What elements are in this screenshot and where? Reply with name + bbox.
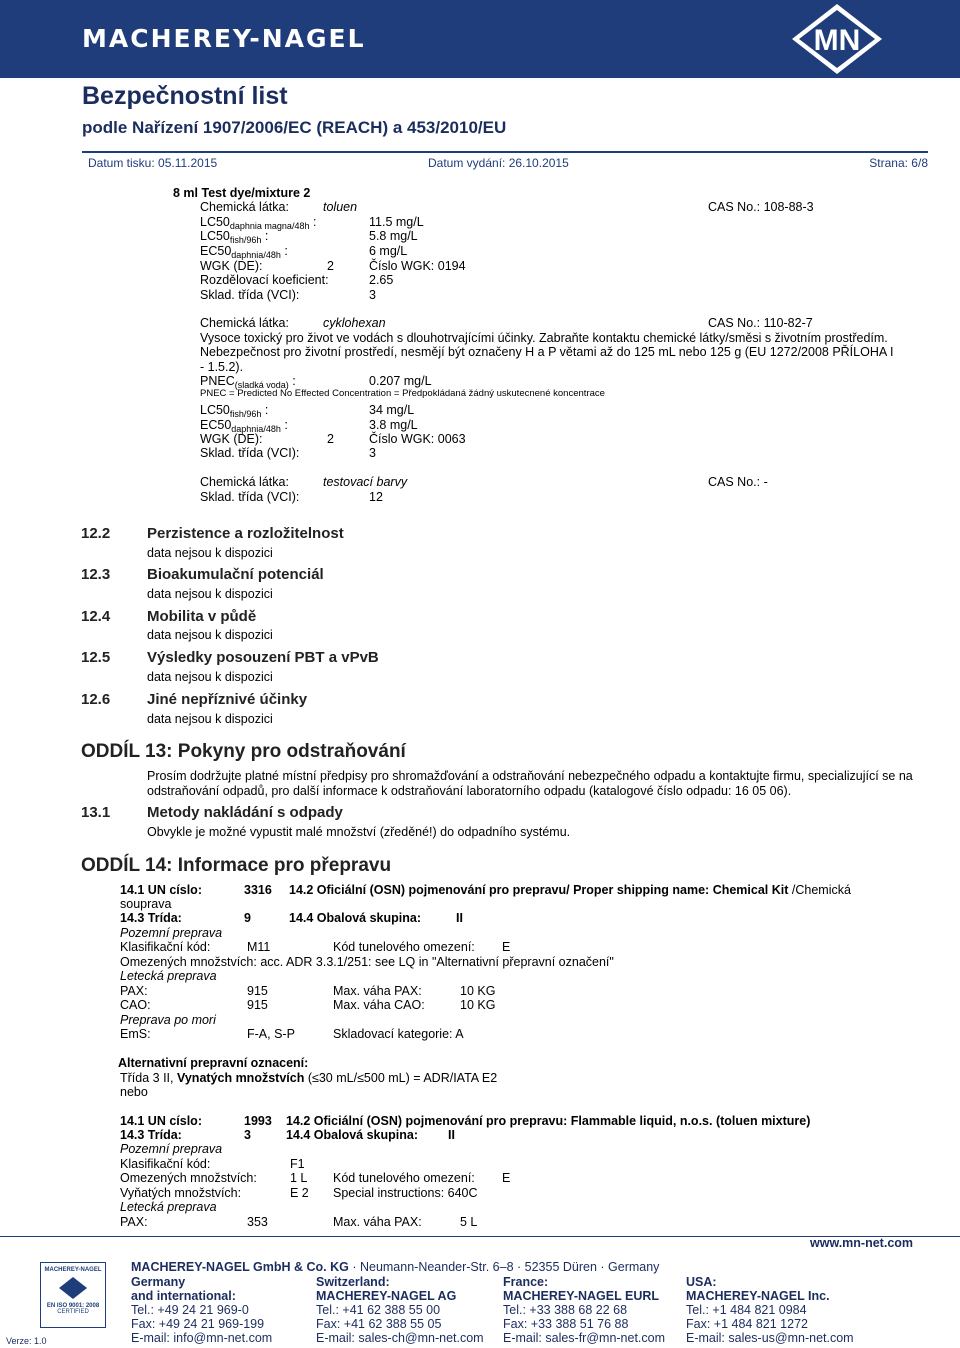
b2-cas: CAS No.: 110-82-7 bbox=[708, 316, 813, 330]
b3-sklad-value: 12 bbox=[369, 490, 383, 504]
b1-wgk-value: Číslo WGK: 0194 bbox=[369, 259, 466, 273]
a-cao: 915 bbox=[247, 998, 268, 1012]
cert-label: CERTIFIED bbox=[57, 1309, 89, 1315]
section14-title: ODDÍL 14: Informace pro přepravu bbox=[81, 855, 392, 876]
mixture-heading: 8 ml Test dye/mixture 2 bbox=[173, 186, 311, 200]
col-h2: MACHEREY-NAGEL Inc. bbox=[686, 1289, 830, 1303]
a-cao-label: CAO: bbox=[120, 998, 151, 1012]
a-group-label: 14.4 Obalová skupina: bbox=[289, 911, 421, 925]
section-text: data nejsou k dispozici bbox=[147, 587, 273, 601]
section-title: Mobilita v půdě bbox=[147, 608, 257, 625]
b1-substance: toluen bbox=[323, 200, 358, 214]
b1-sklad-label: Sklad. třída (VCI): bbox=[200, 288, 300, 302]
a-ems-label: EmS: bbox=[120, 1027, 151, 1041]
b1-cas: CAS No.: 108-88-3 bbox=[708, 200, 814, 214]
b-pax-max-label: Max. váha PAX: bbox=[333, 1215, 422, 1229]
col-h1: Germany bbox=[131, 1275, 186, 1289]
col-mail[interactable]: E-mail: sales-fr@mn-net.com bbox=[503, 1331, 666, 1345]
section-title: Metody nakládání s odpady bbox=[147, 804, 343, 821]
section-title: Výsledky posouzení PBT a vPvB bbox=[147, 649, 379, 666]
brand-name: MACHEREY-NAGEL bbox=[82, 24, 366, 53]
b-trida-label: 14.3 Trída: bbox=[120, 1128, 182, 1142]
b1-row-value: 11.5 mg/L bbox=[369, 215, 424, 229]
a-pax-max-label: Max. váha PAX: bbox=[333, 984, 422, 998]
b-trida: 3 bbox=[244, 1128, 251, 1142]
section-text: data nejsou k dispozici bbox=[147, 628, 273, 642]
alt-title: Alternativní prepravní oznacení: bbox=[118, 1056, 309, 1070]
b-klas: F1 bbox=[290, 1157, 305, 1171]
a-klas-label: Klasifikační kód: bbox=[120, 940, 211, 954]
b2-substance-label: Chemická látka: bbox=[200, 316, 289, 330]
b1-row-value: 6 mg/L bbox=[369, 244, 408, 258]
alt-line: Třída 3 II, Vynatých množstvích (≤30 mL/≤500 mL) = ADR/IATA E2 bbox=[120, 1071, 498, 1085]
a-cao-max-label: Max. váha CAO: bbox=[333, 998, 425, 1012]
col-mail[interactable]: E-mail: info@mn-net.com bbox=[131, 1331, 273, 1345]
b-land: Pozemní preprava bbox=[120, 1142, 223, 1156]
b1-sklad-value: 3 bbox=[369, 288, 376, 302]
page-title: Bezpečnostní list bbox=[82, 82, 288, 110]
b-omez: 1 L bbox=[290, 1171, 308, 1185]
section13-title: ODDÍL 13: Pokyny pro odstraňování bbox=[81, 741, 406, 762]
col-mail[interactable]: E-mail: sales-us@mn-net.com bbox=[686, 1331, 854, 1345]
header-banner bbox=[0, 0, 960, 78]
b2-wgk-num: 2 bbox=[327, 432, 334, 446]
section-number: 12.2 bbox=[81, 525, 111, 542]
section-title: Jiné nepříznivé účinky bbox=[147, 691, 308, 708]
b-spec: Special instructions: 640C bbox=[333, 1186, 478, 1200]
b2-wgk-value: Číslo WGK: 0063 bbox=[369, 432, 466, 446]
b3-substance-label: Chemická látka: bbox=[200, 475, 289, 489]
b-omez-label: Omezených množstvích: bbox=[120, 1171, 257, 1185]
b2-substance: cyklohexan bbox=[323, 316, 386, 330]
a-omez: Omezených množstvích: acc. ADR 3.3.1/251: see LQ in "Alternativní přepravní označení" bbox=[120, 955, 614, 969]
b1-wgk-num: 2 bbox=[327, 259, 334, 273]
col-tel: Tel.: +1 484 821 0984 bbox=[686, 1303, 807, 1317]
section-number: 12.3 bbox=[81, 566, 111, 583]
col-fax: Fax: +49 24 21 969-199 bbox=[131, 1317, 265, 1331]
date-line bbox=[82, 151, 928, 171]
b-pax-label: PAX: bbox=[120, 1215, 148, 1229]
logo-text: MN bbox=[813, 24, 861, 57]
section-text: data nejsou k dispozici bbox=[147, 546, 273, 560]
a-cao-max: 10 KG bbox=[460, 998, 496, 1012]
b2-line2: Nebezpečnost pro životní prostředí, nesmějí být označeny H a P větami až do 125 mL nebo 125 g (EU 1272/2008 PŘÍLOHA I bbox=[200, 345, 894, 359]
b-un: 1993 bbox=[244, 1114, 272, 1128]
col-h1: USA: bbox=[686, 1275, 717, 1289]
a-name: 14.2 Oficiální (OSN) pojmenování pro prepravu/ Proper shipping name: Chemical Kit /Chemická bbox=[289, 883, 851, 897]
cert-logo-icon bbox=[58, 1276, 88, 1300]
b1-row-label: $EC50_{daphnia/48h}$ : bbox=[200, 244, 288, 260]
cert-iso: EN ISO 9001: 2008 bbox=[46, 1303, 100, 1309]
a-pax: 915 bbox=[247, 984, 268, 998]
version: Verze: 1.0 bbox=[6, 1336, 47, 1346]
b2-wgk-label: WGK (DE): bbox=[200, 432, 263, 446]
a-tunel-label: Kód tunelového omezení: bbox=[333, 940, 475, 954]
b-un-label: 14.1 UN císlo: bbox=[120, 1114, 202, 1128]
b-name: 14.2 Oficiální (OSN) pojmenování pro prepravu: Flammable liquid, n.o.s. (toluen mixture) bbox=[286, 1114, 811, 1128]
b2-sklad-label: Sklad. třída (VCI): bbox=[200, 446, 300, 460]
alt-nebo: nebo bbox=[120, 1085, 148, 1099]
a-group: II bbox=[456, 911, 463, 925]
a-trida-label: 14.3 Trída: bbox=[120, 911, 182, 925]
b1-koef-value: 2.65 bbox=[369, 273, 394, 287]
print-date: Datum tisku: 05.11.2015 bbox=[88, 156, 218, 170]
b2-pnec-label: $PNEC_{(sladká voda)}$ : bbox=[200, 374, 296, 390]
a-ems: F-A, S-P bbox=[247, 1027, 295, 1041]
a-tunel: E bbox=[502, 940, 511, 954]
col-h1: Switzerland: bbox=[316, 1275, 390, 1289]
b3-substance: testovací barvy bbox=[323, 475, 408, 489]
a-name-cont: souprava bbox=[120, 897, 172, 911]
b1-koef-label: Rozdělovací koeficient: bbox=[200, 273, 329, 287]
col-h2: MACHEREY-NAGEL EURL bbox=[503, 1289, 660, 1303]
section-number: 13.1 bbox=[81, 804, 111, 821]
col-mail[interactable]: E-mail: sales-ch@mn-net.com bbox=[316, 1331, 484, 1345]
b2-row-value: 34 mg/L bbox=[369, 403, 415, 417]
a-un-label: 14.1 UN císlo: bbox=[120, 883, 202, 897]
b2-row-value: 3.8 mg/L bbox=[369, 418, 418, 432]
a-air: Letecká preprava bbox=[120, 969, 217, 983]
issue-date: Datum vydání: 26.10.2015 bbox=[428, 156, 569, 170]
b2-row-label: $EC50_{daphnia/48h}$ : bbox=[200, 418, 288, 434]
col-tel: Tel.: +41 62 388 55 00 bbox=[316, 1303, 441, 1317]
b-tunel-label: Kód tunelového omezení: bbox=[333, 1171, 475, 1185]
section-text: Obvykle je možné vypustit malé množství (zředěné!) do odpadního systému. bbox=[147, 825, 571, 839]
cert-brand: MACHEREY-NAGEL bbox=[44, 1267, 102, 1273]
iso-certificate-seal bbox=[40, 1262, 106, 1328]
col-h1: France: bbox=[503, 1275, 549, 1289]
mn-logo-icon bbox=[782, 0, 892, 78]
a-pax-label: PAX: bbox=[120, 984, 148, 998]
b-vyn-label: Vyňatých množstvích: bbox=[120, 1186, 242, 1200]
b-air: Letecká preprava bbox=[120, 1200, 217, 1214]
page-number: Strana: 6/8 bbox=[869, 156, 928, 170]
b1-wgk-label: WGK (DE): bbox=[200, 259, 263, 273]
section-text: data nejsou k dispozici bbox=[147, 712, 273, 726]
b-vyn: E 2 bbox=[290, 1186, 309, 1200]
a-land: Pozemní preprava bbox=[120, 926, 223, 940]
b3-sklad-label: Sklad. třída (VCI): bbox=[200, 490, 300, 504]
b3-cas: CAS No.: - bbox=[708, 475, 768, 489]
col-h2: MACHEREY-NAGEL AG bbox=[316, 1289, 457, 1303]
a-un: 3316 bbox=[244, 883, 272, 897]
b-group-label: 14.4 Obalová skupina: bbox=[286, 1128, 418, 1142]
col-fax: Fax: +33 388 51 76 88 bbox=[503, 1317, 629, 1331]
section-number: 12.6 bbox=[81, 691, 111, 708]
b2-sklad-value: 3 bbox=[369, 446, 376, 460]
b1-substance-label: Chemická látka: bbox=[200, 200, 289, 214]
b2-pnec-note: PNEC = Predicted No Effected Concentration = Předpokládaná žádný uskutecnené koncentrace bbox=[200, 388, 605, 399]
page-subtitle: podle Nařízení 1907/2006/EC (REACH) a 453/2010/EU bbox=[82, 118, 507, 137]
footer-company: MACHEREY-NAGEL GmbH & Co. KG · Neumann-Neander-Str. 6–8 · 52355 Düren · Germany bbox=[131, 1260, 660, 1274]
b1-row-label: $LC50_{fish/96h}$ : bbox=[200, 229, 269, 245]
section-number: 12.4 bbox=[81, 608, 111, 625]
section-title: Bioakumulační potenciál bbox=[147, 566, 324, 583]
b2-pnec-value: 0.207 mg/L bbox=[369, 374, 432, 388]
col-tel: Tel.: +33 388 68 22 68 bbox=[503, 1303, 628, 1317]
b1-row-value: 5.8 mg/L bbox=[369, 229, 418, 243]
a-sea: Preprava po mori bbox=[120, 1013, 216, 1027]
b-tunel: E bbox=[502, 1171, 511, 1185]
b2-line3: - 1.5.2). bbox=[200, 360, 244, 374]
b2-line1: Vysoce toxický pro život ve vodách s dlouhotrvajícími účinky. Zabraňte kontaktu chemické látky/směsi s životním prostředím. bbox=[200, 331, 888, 345]
col-h2: and international: bbox=[131, 1289, 236, 1303]
a-trida: 9 bbox=[244, 911, 251, 925]
a-klas: M11 bbox=[247, 940, 271, 954]
section-number: 12.5 bbox=[81, 649, 111, 666]
b2-row-label: $LC50_{fish/96h}$ : bbox=[200, 403, 269, 419]
a-sklad-kat: Skladovací kategorie: A bbox=[333, 1027, 464, 1041]
s13-paragraph: Prosím dodržujte platné místní předpisy pro shromažďování a odstraňování nebezpečného odpadu a kontaktujte firmu, specializující se na bbox=[147, 769, 913, 783]
b-pax: 353 bbox=[247, 1215, 268, 1229]
a-pax-max: 10 KG bbox=[460, 984, 496, 998]
footer-web[interactable]: www.mn-net.com bbox=[810, 1236, 914, 1250]
s13-paragraph: odstraňování odpadů, pro další informace k odstraňování laboratorního odpadu (katalogové číslo odpadu: 16 05 06). bbox=[147, 784, 792, 798]
col-fax: Fax: +41 62 388 55 05 bbox=[316, 1317, 442, 1331]
b-klas-label: Klasifikační kód: bbox=[120, 1157, 211, 1171]
col-fax: Fax: +1 484 821 1272 bbox=[686, 1317, 808, 1331]
b-group: II bbox=[448, 1128, 455, 1142]
section-title: Perzistence a rozložitelnost bbox=[147, 525, 344, 542]
b1-row-label: $LC50_{daphnia magna/48h}$ : bbox=[200, 215, 317, 231]
col-tel: Tel.: +49 24 21 969-0 bbox=[131, 1303, 249, 1317]
b-pax-max: 5 L bbox=[460, 1215, 478, 1229]
section-text: data nejsou k dispozici bbox=[147, 670, 273, 684]
